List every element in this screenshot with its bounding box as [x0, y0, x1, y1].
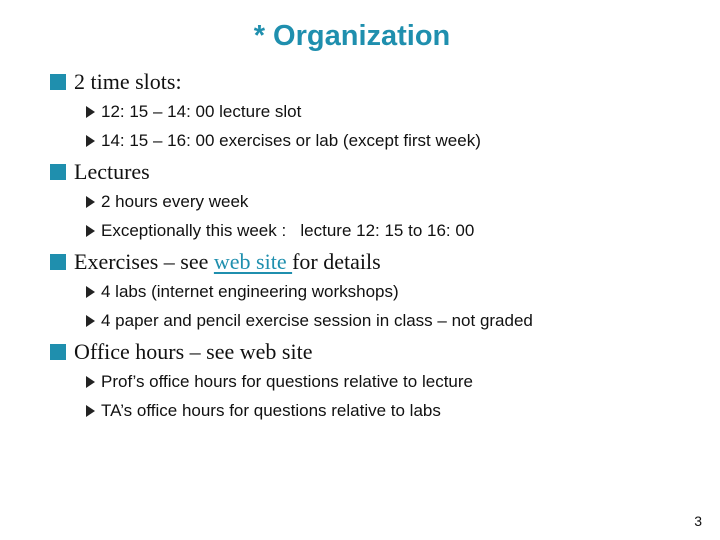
bullet-lectures — [50, 157, 710, 187]
triangle-bullet-icon — [86, 286, 95, 298]
sub-bullet — [86, 396, 710, 425]
bullet-text: Lectures — [74, 159, 150, 184]
bullet-time-slots — [50, 67, 710, 97]
triangle-bullet-icon — [86, 196, 95, 208]
sub-bullet-text: 4 paper and pencil exercise session in class – not graded — [101, 311, 533, 330]
bullet-office-hours — [50, 337, 710, 367]
web-site-link[interactable]: web site — [213, 249, 293, 274]
triangle-bullet-icon — [86, 106, 95, 118]
sub-bullet-list — [86, 277, 710, 335]
slide-content — [50, 67, 710, 427]
sub-bullet-text: Prof’s office hours for questions relative to lecture — [101, 372, 473, 391]
bullet-text: 2 time slots: — [74, 69, 182, 94]
sub-bullet-text: 12: 15 – 14: 00 lecture slot — [101, 102, 302, 121]
section-office-hours — [50, 337, 710, 425]
sub-bullet — [86, 306, 710, 335]
triangle-bullet-icon — [86, 315, 95, 327]
bullet-text — [74, 247, 381, 277]
sub-bullet-text: TA’s office hours for questions relative to labs — [101, 401, 441, 420]
triangle-bullet-icon — [86, 135, 95, 147]
sub-bullet-text: Exceptionally this week : lecture 12: 15 to 16: 00 — [101, 221, 475, 240]
section-exercises — [50, 247, 710, 335]
square-bullet-icon — [50, 254, 66, 270]
square-bullet-icon — [50, 164, 66, 180]
sub-bullet — [86, 97, 710, 126]
sub-bullet — [86, 187, 710, 216]
bullet-text: Office hours – see web site — [74, 339, 313, 364]
sub-bullet-text: 4 labs (internet engineering workshops) — [101, 282, 399, 301]
section-time-slots — [50, 67, 710, 155]
bullet-text-after-link: for details — [292, 249, 381, 274]
sub-bullet-text: 14: 15 – 16: 00 exercises or lab (except first week) — [101, 131, 481, 150]
sub-bullet — [86, 216, 710, 245]
triangle-bullet-icon — [86, 225, 95, 237]
sub-bullet — [86, 277, 710, 306]
sub-bullet — [86, 126, 710, 155]
sub-bullet — [86, 367, 710, 396]
triangle-bullet-icon — [86, 376, 95, 388]
slide-title: * Organization — [253, 20, 451, 52]
slide-number: 3 — [694, 513, 702, 529]
triangle-bullet-icon — [86, 405, 95, 417]
square-bullet-icon — [50, 74, 66, 90]
sub-bullet-text: 2 hours every week — [101, 192, 249, 211]
section-lectures — [50, 157, 710, 245]
sub-bullet-list — [86, 97, 710, 155]
sub-bullet-list — [86, 187, 710, 245]
bullet-exercises — [50, 247, 710, 277]
bullet-text-before-link: Exercises – see — [74, 249, 214, 274]
sub-bullet-list — [86, 367, 710, 425]
square-bullet-icon — [50, 344, 66, 360]
